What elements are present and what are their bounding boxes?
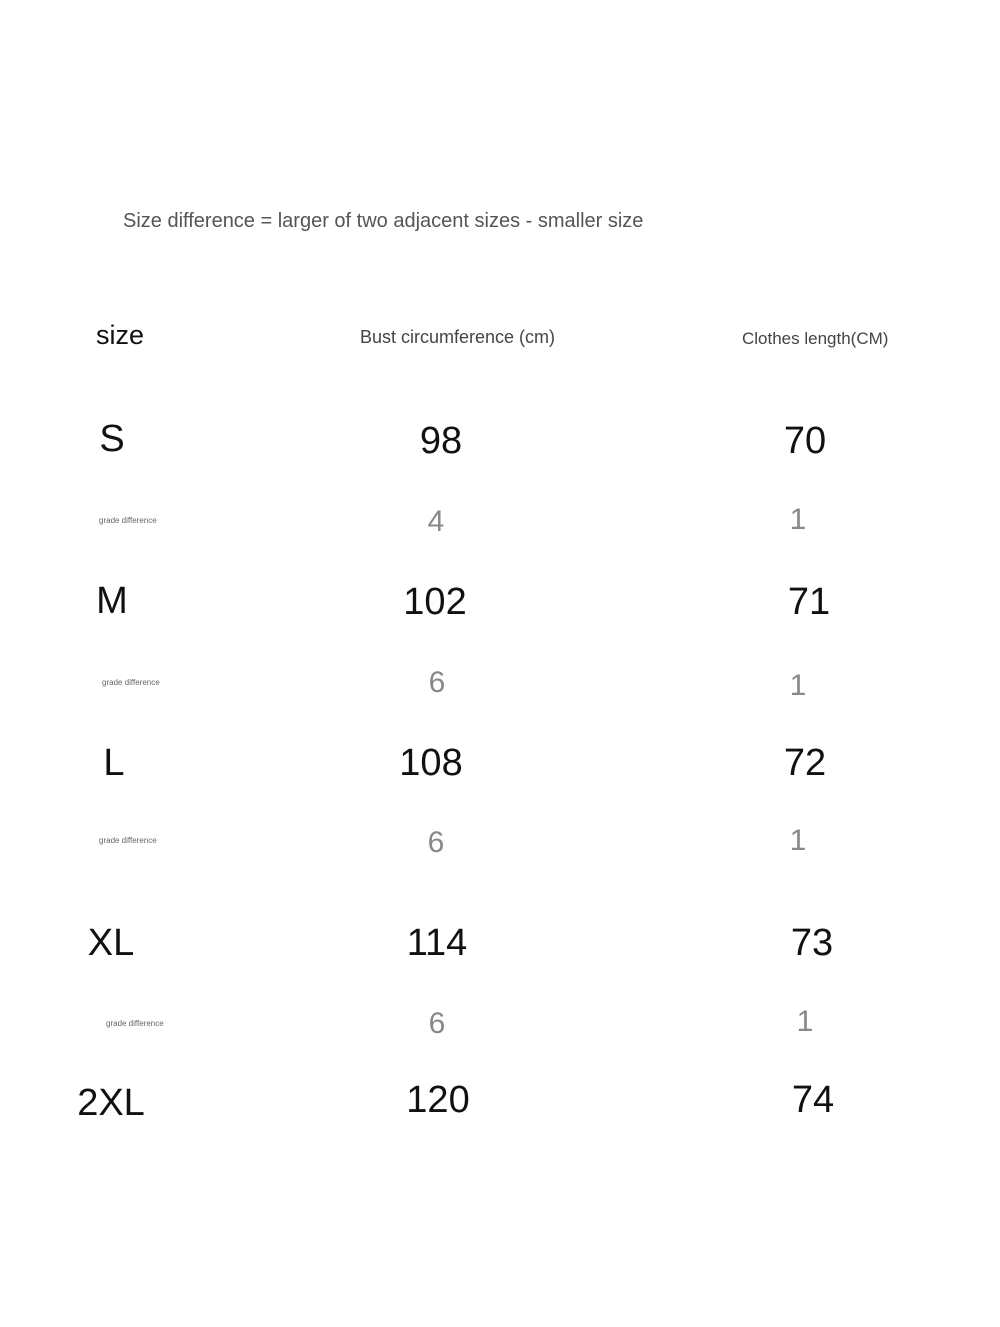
header-size: size [96, 320, 145, 350]
length-value: 73 [790, 922, 834, 964]
grade-difference-label: grade difference [106, 1019, 164, 1028]
bust-difference: 6 [428, 666, 446, 699]
bust-value: 102 [403, 581, 467, 623]
length-value: 70 [783, 420, 827, 462]
size-label: 2XL [77, 1082, 145, 1124]
size-label: S [99, 418, 125, 460]
grade-difference-label: grade difference [99, 516, 157, 525]
bust-value: 108 [399, 742, 463, 784]
grade-difference-label: grade difference [102, 678, 160, 687]
header-bust-circumference: Bust circumference (cm) [360, 327, 556, 347]
length-difference: 1 [789, 824, 807, 857]
grade-difference-label: grade difference [99, 836, 157, 845]
bust-difference: 4 [427, 505, 445, 538]
length-difference: 1 [789, 503, 807, 536]
bust-difference: 6 [428, 1007, 446, 1040]
size-label: L [103, 742, 125, 784]
size-label: XL [87, 922, 135, 964]
bust-value: 98 [419, 420, 463, 462]
bust-difference: 6 [427, 826, 445, 859]
header-clothes-length: Clothes length(CM) [742, 329, 889, 348]
bust-value: 120 [406, 1079, 470, 1121]
length-value: 71 [787, 581, 831, 623]
length-value: 74 [791, 1079, 835, 1121]
size-difference-note: Size difference = larger of two adjacent sizes - smaller size [123, 210, 644, 232]
bust-value: 114 [406, 922, 468, 964]
length-value: 72 [783, 742, 827, 784]
size-label: M [96, 580, 128, 622]
length-difference: 1 [796, 1005, 814, 1038]
length-difference: 1 [789, 669, 807, 702]
